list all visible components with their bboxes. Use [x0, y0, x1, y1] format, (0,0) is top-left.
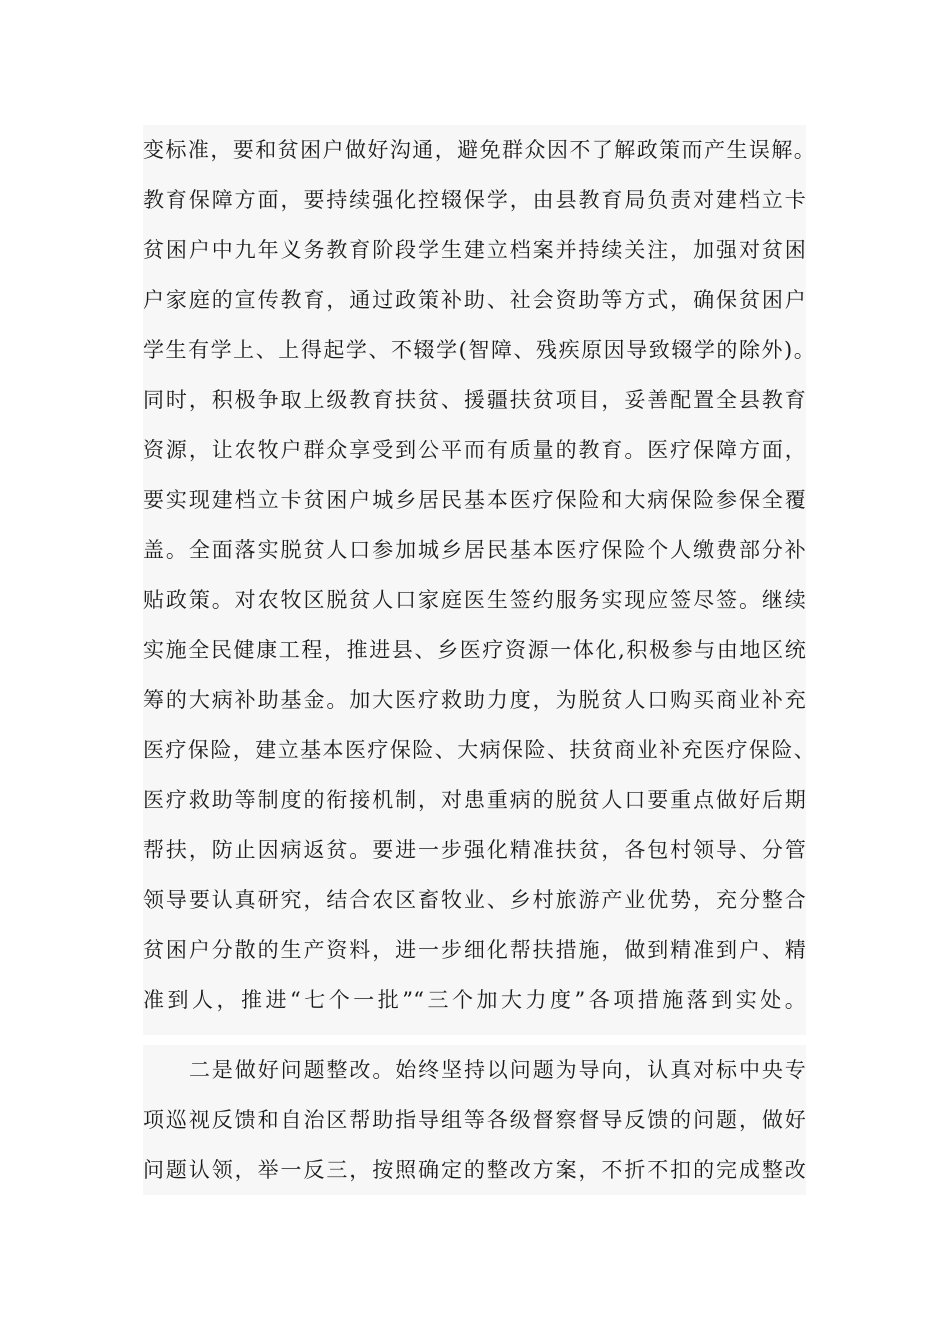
paragraph-education-medical: [143, 125, 815, 1035]
text-line: 户家庭的宣传教育，通过政策补助、社会资助等方式，确保贫困户: [143, 288, 806, 312]
text-line: 变标准，要和贫困户做好沟通，避免群众因不了解政策而产生误解。: [143, 138, 815, 162]
text-line: 实施全民健康工程，推进县、乡医疗资源一体化,积极参与由地区统: [143, 638, 806, 662]
text-line: 资源，让农牧户群众享受到公平而有质量的教育。医疗保障方面，: [143, 438, 806, 462]
text-line: 贫困户分散的生产资料，进一步细化帮扶措施，做到精准到户、精: [143, 938, 806, 962]
text-line: 要实现建档立卡贫困户城乡居民基本医疗保险和大病保险参保全覆: [143, 488, 806, 512]
text-line: 贫困户中九年义务教育阶段学生建立档案并持续关注，加强对贫困: [143, 238, 806, 262]
text-line: 教育保障方面，要持续强化控辍保学，由县教育局负责对建档立卡: [143, 188, 806, 212]
text-line: 同时，积极争取上级教育扶贫、援疆扶贫项目，妥善配置全县教育: [143, 388, 806, 412]
text-line: 盖。全面落实脱贫人口参加城乡居民基本医疗保险个人缴费部分补: [143, 538, 806, 562]
text-line: 学生有学上、上得起学、不辍学(智障、残疾原因导致辍学的除外)。: [143, 338, 815, 362]
text-line: 贴政策。对农牧区脱贫人口家庭医生签约服务实现应签尽签。继续: [143, 588, 806, 612]
text-line: 问题认领，举一反三，按照确定的整改方案，不折不扣的完成整改: [143, 1158, 806, 1182]
text-line: 领导要认真研究，结合农区畜牧业、乡村旅游产业优势，充分整合: [143, 888, 806, 912]
text-line: 项巡视反馈和自治区帮助指导组等各级督察督导反馈的问题，做好: [143, 1108, 806, 1132]
text-line: 二是做好问题整改。始终坚持以问题为导向，认真对标中央专: [189, 1058, 806, 1082]
text-line: 医疗保险，建立基本医疗保险、大病保险、扶贫商业补充医疗保险、: [143, 738, 815, 762]
text-line: 准到人，推进“七个一批”“三个加大力度”各项措施落到实处。: [143, 988, 806, 1012]
text-line: 筹的大病补助基金。加大医疗救助力度，为脱贫人口购买商业补充: [143, 688, 806, 712]
paragraph-problem-rectification: [143, 1045, 806, 1195]
text-line: 医疗救助等制度的衔接机制，对患重病的脱贫人口要重点做好后期: [143, 788, 806, 812]
text-line: 帮扶，防止因病返贫。要进一步强化精准扶贫，各包村领导、分管: [143, 838, 806, 862]
